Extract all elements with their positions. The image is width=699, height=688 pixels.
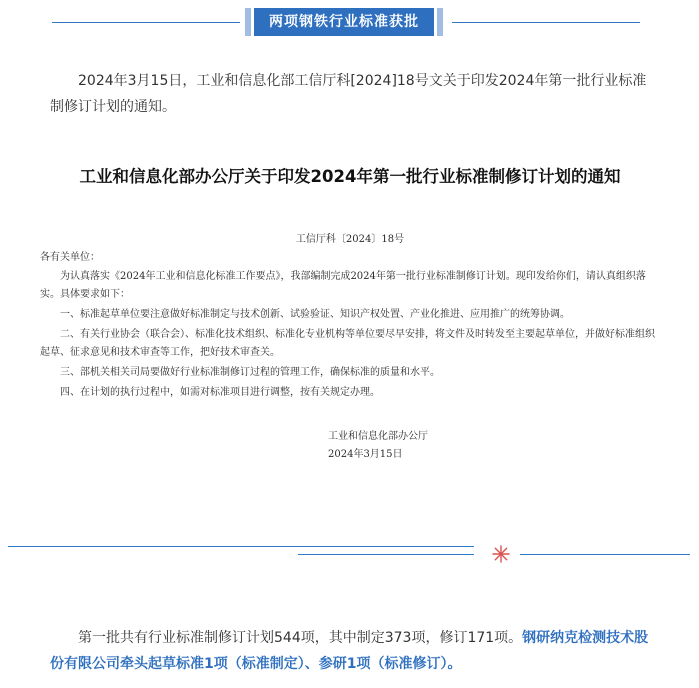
summary-paragraph bbox=[50, 625, 660, 677]
notice-doc-number: 工信厅科〔2024〕18号 bbox=[295, 234, 405, 245]
section-divider bbox=[0, 541, 699, 571]
asterisk-icon bbox=[491, 544, 511, 564]
notice-paragraph: 三、部机关相关司局要做好行业标准制修订过程的管理工作，确保标准的质量和水平。 bbox=[60, 367, 440, 378]
notice-date: 2024年3月15日 bbox=[328, 449, 403, 460]
intro-paragraph: 2024年3月15日，工业和信息化部工信厅科[2024]18号文关于印发2024年第一批行业标准制修订计划的通知。 bbox=[50, 73, 647, 115]
header-line-right bbox=[452, 22, 640, 23]
notice-title: 工业和信息化部办公厅关于印发2024年第一批行业标准制修订计划的通知 bbox=[79, 167, 621, 186]
notice-paragraph: 为认真落实《2024年工业和信息化标准工作要点》，我部编制完成2024年第一批行业标准制修订计划。现印发给你们，请认真组织落实。具体要求如下： bbox=[40, 271, 646, 300]
divider-line-right-upper bbox=[520, 554, 690, 555]
notice-salutation: 各有关单位： bbox=[40, 252, 100, 263]
notice-paragraph: 四、在计划的执行过程中，如需对标准项目进行调整，按有关规定办理。 bbox=[60, 387, 380, 398]
summary-text: 第一批共有行业标准制修订计划544项，其中制定373项，修订171项。 bbox=[78, 630, 523, 646]
divider-line-left-lower bbox=[298, 554, 474, 555]
notice-signature: 工业和信息化部办公厅 bbox=[328, 431, 428, 442]
summary-highlight: 钢研纳克检测技术股份有限公司牵头起草标准1项（标准制定）、参研1项（标准修订）。 bbox=[50, 630, 649, 672]
notice-paragraph: 一、标准起草单位要注意做好标准制定与技术创新、试验验证、知识产权处置、产业化推进、应用推广的统筹协调。 bbox=[60, 309, 570, 320]
divider-line-left-upper bbox=[8, 546, 474, 547]
header-line-left bbox=[52, 22, 240, 23]
notice-paragraph: 二、有关行业协会（联合会）、标准化技术组织、标准化专业机构等单位要尽早安排，将文件及时转发至主要起草单位，并做好标准组织起草、征求意见和技术审查等工作，把好技术审查关。 bbox=[40, 329, 655, 358]
notice-document bbox=[40, 160, 660, 460]
section-title: 两项钢铁行业标准获批 bbox=[254, 8, 434, 36]
